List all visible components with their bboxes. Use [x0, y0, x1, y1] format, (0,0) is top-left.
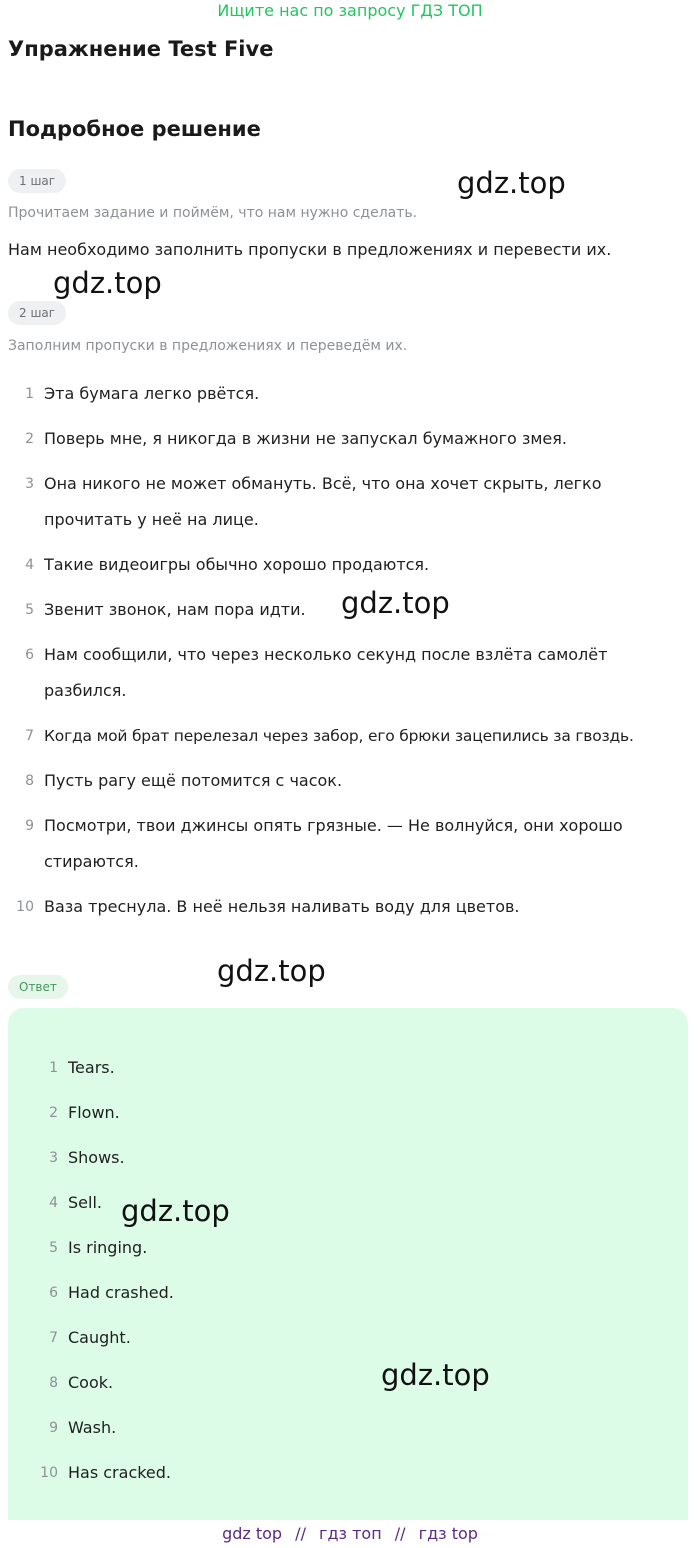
item-number: 6 — [25, 647, 34, 663]
translation-list — [8, 376, 692, 934]
item-text: Нам сообщили, что через несколько секунд после взлёта самолёт разбился. — [44, 645, 608, 700]
watermark: gdz.top — [457, 166, 566, 200]
item-number: 4 — [25, 557, 34, 573]
item-text: Она никого не может обмануть. Всё, что она хочет скрыть, легко прочитать у неё на лице. — [44, 474, 602, 529]
footer-link-3[interactable]: гдз top — [418, 1524, 478, 1543]
item-text: Cook. — [68, 1373, 114, 1392]
item-text: Посмотри, твои джинсы опять грязные. — Не волнуйся, они хорошо стираются. — [44, 816, 623, 871]
item-number: 10 — [40, 1465, 58, 1481]
footer-link-2[interactable]: гдз топ — [319, 1524, 382, 1543]
list-item — [8, 376, 692, 412]
item-number: 2 — [25, 431, 34, 447]
watermark: gdz.top — [53, 266, 162, 300]
item-number: 9 — [25, 818, 34, 834]
item-text: Такие видеоигры обычно хорошо продаются. — [44, 555, 430, 574]
list-item — [8, 466, 692, 538]
item-number: 9 — [49, 1420, 58, 1436]
item-text: Is ringing. — [68, 1238, 148, 1257]
list-item — [32, 1056, 174, 1101]
list-item — [32, 1326, 174, 1371]
item-text: Ваза треснула. В неё нельзя наливать воду для цветов. — [44, 897, 520, 916]
footer-separator: // — [394, 1524, 406, 1543]
item-number: 7 — [49, 1330, 58, 1346]
step-1-badge: 1 шаг — [8, 169, 66, 193]
step-1-description: Прочитаем задание и поймём, что нам нужно сделать. — [8, 205, 418, 221]
list-item — [8, 808, 692, 880]
step-2-description: Заполним пропуски в предложениях и переведём их. — [8, 338, 408, 354]
answer-badge: Ответ — [8, 975, 68, 999]
item-number: 8 — [25, 773, 34, 789]
footer-links — [0, 1520, 700, 1548]
page-title: Упражнение Test Five — [8, 37, 274, 61]
item-number: 4 — [49, 1195, 58, 1211]
list-item — [8, 718, 692, 754]
list-item — [32, 1146, 174, 1191]
list-item — [32, 1281, 174, 1326]
item-number: 10 — [16, 899, 34, 915]
list-item — [8, 547, 692, 583]
watermark: gdz.top — [121, 1194, 230, 1228]
list-item — [32, 1101, 174, 1146]
item-text: Пусть рагу ещё потомится с часок. — [44, 771, 343, 790]
answer-list — [32, 1056, 174, 1506]
item-number: 3 — [49, 1150, 58, 1166]
item-number: 3 — [25, 476, 34, 492]
item-number: 8 — [49, 1375, 58, 1391]
item-text: Flown. — [68, 1103, 120, 1122]
item-text: Sell. — [68, 1193, 102, 1212]
list-item — [8, 889, 692, 925]
item-text: Поверь мне, я никогда в жизни не запускал бумажного змея. — [44, 429, 567, 448]
list-item — [32, 1416, 174, 1461]
item-text: Звенит звонок, нам пора идти. — [44, 600, 306, 619]
list-item — [8, 421, 692, 457]
item-text: Эта бумага легко рвётся. — [44, 384, 260, 403]
footer-separator: // — [295, 1524, 306, 1543]
step-1-text: Нам необходимо заполнить пропуски в предложениях и перевести их. — [8, 240, 612, 259]
item-number: 1 — [49, 1060, 58, 1076]
item-number: 1 — [25, 386, 34, 402]
item-text: Caught. — [68, 1328, 131, 1347]
watermark: gdz.top — [217, 954, 326, 988]
item-number: 5 — [49, 1240, 58, 1256]
watermark: gdz.top — [341, 586, 450, 620]
list-item — [32, 1236, 174, 1281]
item-number: 7 — [25, 728, 34, 744]
item-number: 6 — [49, 1285, 58, 1301]
item-text: Tears. — [68, 1058, 115, 1077]
section-title: Подробное решение — [8, 117, 261, 141]
item-text: Когда мой брат перелезал через забор, его брюки зацепились за гвоздь. — [44, 727, 634, 745]
footer-link-1[interactable]: gdz top — [222, 1524, 283, 1543]
item-text: Wash. — [68, 1418, 117, 1437]
top-banner[interactable]: Ищите нас по запросу ГДЗ ТОП — [217, 1, 483, 20]
step-2-badge: 2 шаг — [8, 301, 66, 325]
list-item — [8, 763, 692, 799]
item-number: 5 — [25, 602, 34, 618]
list-item — [32, 1371, 174, 1416]
item-text: Has cracked. — [68, 1463, 172, 1482]
item-number: 2 — [49, 1105, 58, 1121]
watermark: gdz.top — [381, 1358, 490, 1392]
list-item — [32, 1461, 174, 1506]
item-text: Had crashed. — [68, 1283, 174, 1302]
list-item — [8, 637, 692, 709]
item-text: Shows. — [68, 1148, 125, 1167]
